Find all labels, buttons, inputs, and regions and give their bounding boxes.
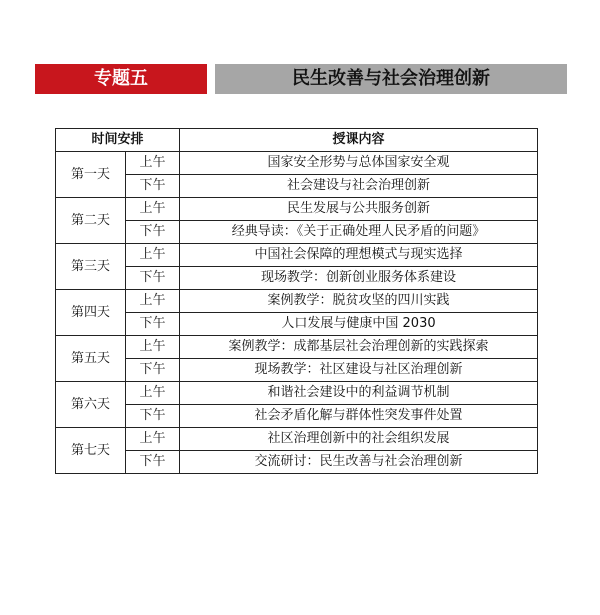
- table-row: [56, 451, 538, 474]
- content-cell: 现场教学：创新创业服务体系建设: [180, 267, 538, 290]
- table-row: [56, 405, 538, 428]
- content-cell: 经典导读：《关于正确处理人民矛盾的问题》: [180, 221, 538, 244]
- session-cell: 下午: [126, 313, 180, 336]
- session-cell: 下午: [126, 267, 180, 290]
- topic-title: 民生改善与社会治理创新: [215, 64, 567, 94]
- table-row: [56, 428, 538, 451]
- table-row: [56, 175, 538, 198]
- content-cell: 中国社会保障的理想模式与现实选择: [180, 244, 538, 267]
- table-header-row: [56, 129, 538, 152]
- table-row: [56, 313, 538, 336]
- day-cell: 第七天: [56, 428, 126, 474]
- session-cell: 上午: [126, 382, 180, 405]
- session-cell: 上午: [126, 152, 180, 175]
- content-cell: 国家安全形势与总体国家安全观: [180, 152, 538, 175]
- table-row: [56, 221, 538, 244]
- session-cell: 下午: [126, 221, 180, 244]
- day-cell: 第三天: [56, 244, 126, 290]
- table-row: [56, 336, 538, 359]
- header-schedule: 时间安排: [56, 129, 180, 152]
- content-cell: 案例教学：成都基层社会治理创新的实践探索: [180, 336, 538, 359]
- content-cell: 案例教学：脱贫攻坚的四川实践: [180, 290, 538, 313]
- content-cell: 交流研讨：民生改善与社会治理创新: [180, 451, 538, 474]
- content-cell: 民生发展与公共服务创新: [180, 198, 538, 221]
- topic-banner: [35, 64, 567, 94]
- content-cell: 社区治理创新中的社会组织发展: [180, 428, 538, 451]
- session-cell: 上午: [126, 428, 180, 451]
- table-row: [56, 198, 538, 221]
- content-cell: 人口发展与健康中国 2030: [180, 313, 538, 336]
- table-row: [56, 267, 538, 290]
- table-row: [56, 382, 538, 405]
- day-cell: 第一天: [56, 152, 126, 198]
- session-cell: 上午: [126, 290, 180, 313]
- session-cell: 上午: [126, 198, 180, 221]
- session-cell: 下午: [126, 175, 180, 198]
- day-cell: 第六天: [56, 382, 126, 428]
- session-cell: 下午: [126, 359, 180, 382]
- session-cell: 下午: [126, 405, 180, 428]
- table-row: [56, 152, 538, 175]
- header-content: 授课内容: [180, 129, 538, 152]
- session-cell: 上午: [126, 244, 180, 267]
- session-cell: 上午: [126, 336, 180, 359]
- table-row: [56, 244, 538, 267]
- content-cell: 和谐社会建设中的利益调节机制: [180, 382, 538, 405]
- topic-label: 专题五: [35, 64, 207, 94]
- day-cell: 第二天: [56, 198, 126, 244]
- table-row: [56, 359, 538, 382]
- content-cell: 社会矛盾化解与群体性突发事件处置: [180, 405, 538, 428]
- day-cell: 第五天: [56, 336, 126, 382]
- schedule-table: [55, 128, 538, 474]
- content-cell: 社会建设与社会治理创新: [180, 175, 538, 198]
- content-cell: 现场教学：社区建设与社区治理创新: [180, 359, 538, 382]
- day-cell: 第四天: [56, 290, 126, 336]
- table-row: [56, 290, 538, 313]
- session-cell: 下午: [126, 451, 180, 474]
